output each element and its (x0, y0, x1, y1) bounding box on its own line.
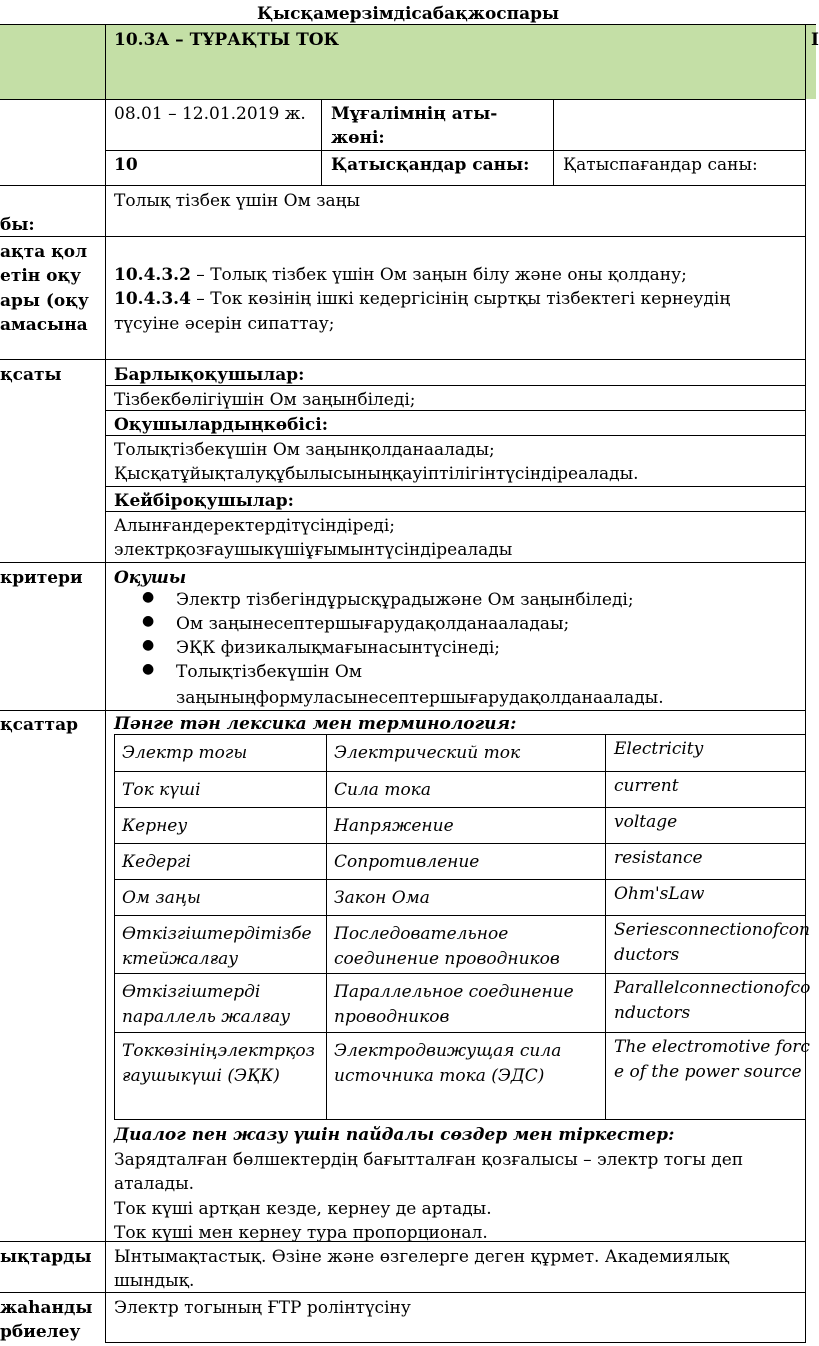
language-label: қсаттар (0, 715, 78, 735)
vocab-kazakh: Ом заңы (122, 888, 201, 908)
vocab-kazakh: Өткізгіштерді параллель жалғау (122, 982, 291, 1027)
criteria-item-cont: заңыныңформуласынесептершығарудақолданаалады. (176, 688, 664, 708)
aims-most-head: Оқушылардыңкөбісі: (114, 415, 328, 435)
theme-label: бы: (0, 215, 35, 235)
aims-some-line-1: Алынғандеректердітүсіндіреді; (114, 516, 396, 536)
criteria-head: Оқушы (114, 568, 187, 588)
aims-most-line-1: Толықтізбекүшін Ом заңынқолданаалады; (114, 440, 495, 460)
rule (553, 99, 554, 185)
dialog-line: аталады. (114, 1174, 195, 1194)
teacher-label: Мұғалімнің аты- жөні: (331, 104, 498, 149)
values-label: ықтарды (0, 1247, 92, 1267)
vocab-russian: Сила тока (334, 780, 431, 800)
vocab-russian: Сопротивление (334, 852, 480, 872)
lesson-theme: Толық тізбек үшін Ом заңы (114, 191, 361, 211)
vocab-english: Ohm'sLaw (614, 884, 705, 904)
rule (0, 24, 816, 25)
aims-most-line-2: Қысқатұйықталуқұбылысыныңқауіптілігінтүсіндіреалады. (114, 464, 639, 484)
objectives-label-1: ақта қол (0, 242, 88, 262)
vocab-russian: Последовательное соединение проводников (334, 924, 560, 969)
objectives-label-3: ары (оқу (0, 291, 89, 311)
aims-some-head: Кейбіроқушылар: (114, 491, 294, 511)
date-value: 08.01 – 12.01.2019 ж. (114, 104, 306, 124)
class-value: 10 (114, 155, 138, 175)
global-label-2: рбиелеу (0, 1322, 81, 1342)
objectives-label-4: амасына (0, 315, 88, 335)
rule (0, 185, 805, 186)
absent-count-label: Қатыспағандар саны: (563, 155, 758, 175)
objectives-label-2: етін оқу (0, 266, 82, 286)
vocab-english: voltage (614, 812, 678, 832)
lesson-unit-title: 10.3А – ТҰРАҚТЫ ТОК (114, 30, 340, 50)
rule (114, 973, 805, 974)
rule (114, 843, 805, 844)
vocab-head: Пәнге тән лексика мен терминология: (114, 714, 517, 734)
rule (326, 734, 327, 1120)
vocab-english: current (614, 776, 679, 796)
criteria-item: ● Ом заңынесептершығарудақолданааладаы; (113, 612, 634, 636)
vocab-russian: Напряжение (334, 816, 454, 836)
vocab-russian: Электрический ток (334, 743, 521, 763)
vocab-english: Parallelconnectionofconductors (614, 978, 811, 1023)
criteria-item: ● Электр тізбегіндұрысқұрадыжәне Ом заңынбіледі; (113, 588, 634, 612)
header-edge-mark: I (811, 30, 819, 50)
objective-2-cont: түсуіне әсерін сипаттау; (114, 314, 335, 334)
vocab-kazakh: Токкөзініңэлектрқозғаушыкүші (ЭҚК) (122, 1041, 315, 1086)
aims-label: қсаты (0, 365, 62, 385)
values-line-2: шындық. (114, 1271, 195, 1291)
rule (105, 1342, 805, 1343)
rule (114, 879, 805, 880)
rule (605, 734, 606, 1120)
vocab-english: Seriesconnectionofconductors (614, 920, 810, 965)
rule (0, 236, 805, 237)
aims-all-head: Барлықоқушылар: (114, 365, 305, 385)
rule (0, 710, 805, 711)
rule (114, 1032, 805, 1033)
dialog-line: Зарядталған бөлшектердің бағытталған қозғалысы – электр тогы деп (114, 1150, 744, 1170)
rule (0, 359, 805, 360)
criteria-label: критери (0, 568, 83, 588)
rule (114, 734, 115, 1120)
rule (114, 915, 805, 916)
global-label-1: жаһанды (0, 1298, 93, 1318)
rule (0, 99, 805, 100)
vocab-kazakh: Өткізгіштердітізбектейжалғау (122, 924, 312, 969)
criteria-item: ● ЭҚК физикалықмағынасынтүсінеді; (113, 636, 634, 660)
vocab-kazakh: Ток күші (122, 780, 201, 800)
present-count-label: Қатысқандар саны: (331, 155, 530, 175)
dialog-line: Ток күші артқан кезде, кернеу де артады. (114, 1199, 492, 1219)
rule (805, 99, 806, 1343)
rule (114, 807, 805, 808)
rule (0, 562, 805, 563)
vocab-kazakh: Кедергі (122, 852, 191, 872)
vocab-english: resistance (614, 848, 703, 868)
document-title: Қысқамерзімдісабақжоспары (256, 4, 560, 24)
aims-all-text: Тізбекбөлігіүшін Ом заңынбіледі; (114, 390, 416, 410)
objective-1: 10.4.3.2 – Толық тізбек үшін Ом заңын білу және оны қолдану; (114, 265, 687, 285)
criteria-list (113, 588, 634, 685)
rule (321, 99, 322, 185)
rule (805, 24, 806, 99)
rule (114, 771, 805, 772)
aims-some-line-2: электрқозғаушыкүшіұғымынтүсіндіреалады (114, 540, 513, 560)
vocab-english: Electricity (614, 739, 704, 759)
vocab-russian: Параллельное соединение проводников (334, 982, 574, 1027)
global-text: Электр тогының ҒТР ролінтүсіну (114, 1298, 411, 1318)
rule (114, 1119, 805, 1120)
objective-2: 10.4.3.4 – Ток көзінің ішкі кедергісінің сыртқы тізбектегі кернеудің (114, 289, 731, 309)
rule (105, 24, 106, 1343)
vocab-russian: Закон Ома (334, 888, 430, 908)
vocab-kazakh: Кернеу (122, 816, 188, 836)
dialog-line: Ток күші мен кернеу тура пропорционал. (114, 1223, 488, 1243)
criteria-item: ● Толықтізбекүшін Ом (113, 660, 634, 684)
vocab-english: The electromotive force of the power source (614, 1037, 810, 1082)
dialog-head: Диалог пен жазу үшін пайдалы сөздер мен тіркестер: (114, 1125, 675, 1145)
values-line-1: Ынтымақтастық. Өзіне және өзгелерге деген құрмет. Академиялық (114, 1247, 729, 1267)
vocab-kazakh: Электр тогы (122, 743, 248, 763)
rule (105, 486, 805, 487)
vocab-russian: Электродвижущая сила источника тока (ЭДС) (334, 1041, 562, 1086)
